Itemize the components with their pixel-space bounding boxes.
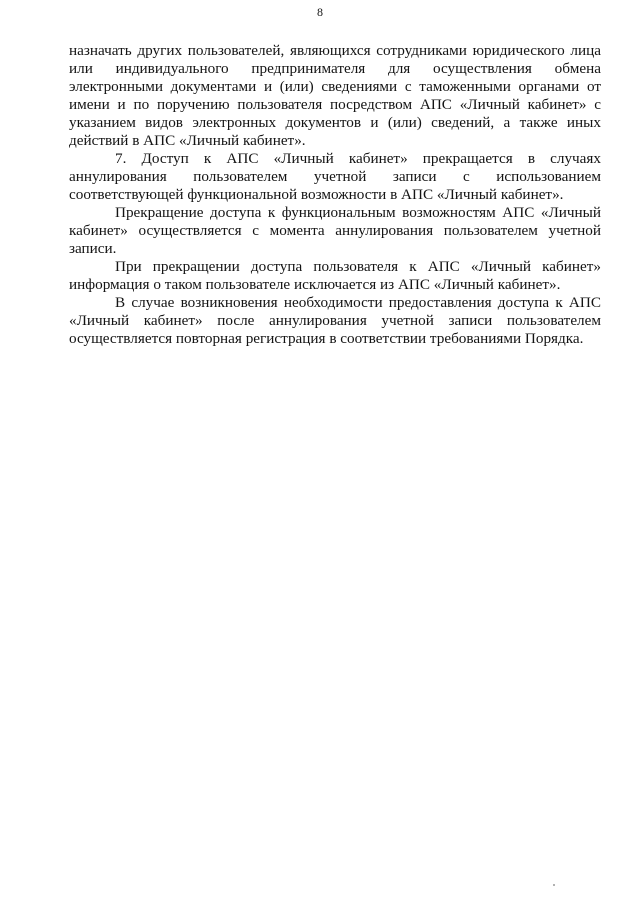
paragraph-continued: назначать других пользователей, являющихся сотрудниками юридического лица или индивидуального предпринимателя для осуществления обмена электронными документами и (или) сведениями с таможенными органами от имени и по поручению пользователя посредством АПС «Личный кабинет» с указанием видов электронных документов и (или) сведений, а также иных действий в АПС «Личный кабинет».	[69, 42, 601, 149]
paragraph-access-termination: Прекращение доступа к функциональным возможностям АПС «Личный кабинет» осуществляется с момента аннулирования пользователем учетной записи.	[69, 204, 601, 257]
page-number: 8	[317, 5, 323, 19]
paragraph-re-registration: В случае возникновения необходимости предоставления доступа к АПС «Личный кабинет» после аннулирования учетной записи пользователем осуществляется повторная регистрация в соответствии требованиями Порядка.	[69, 294, 601, 347]
scan-artifact	[553, 884, 555, 886]
document-body	[69, 42, 601, 348]
paragraph-user-exclusion: При прекращении доступа пользователя к АПС «Личный кабинет» информация о таком пользователе исключается из АПС «Личный кабинет».	[69, 258, 601, 293]
paragraph-clause-7: 7. Доступ к АПС «Личный кабинет» прекращается в случаях аннулирования пользователем учетной записи с использованием соответствующей функциональной возможности в АПС «Личный кабинет».	[69, 150, 601, 203]
